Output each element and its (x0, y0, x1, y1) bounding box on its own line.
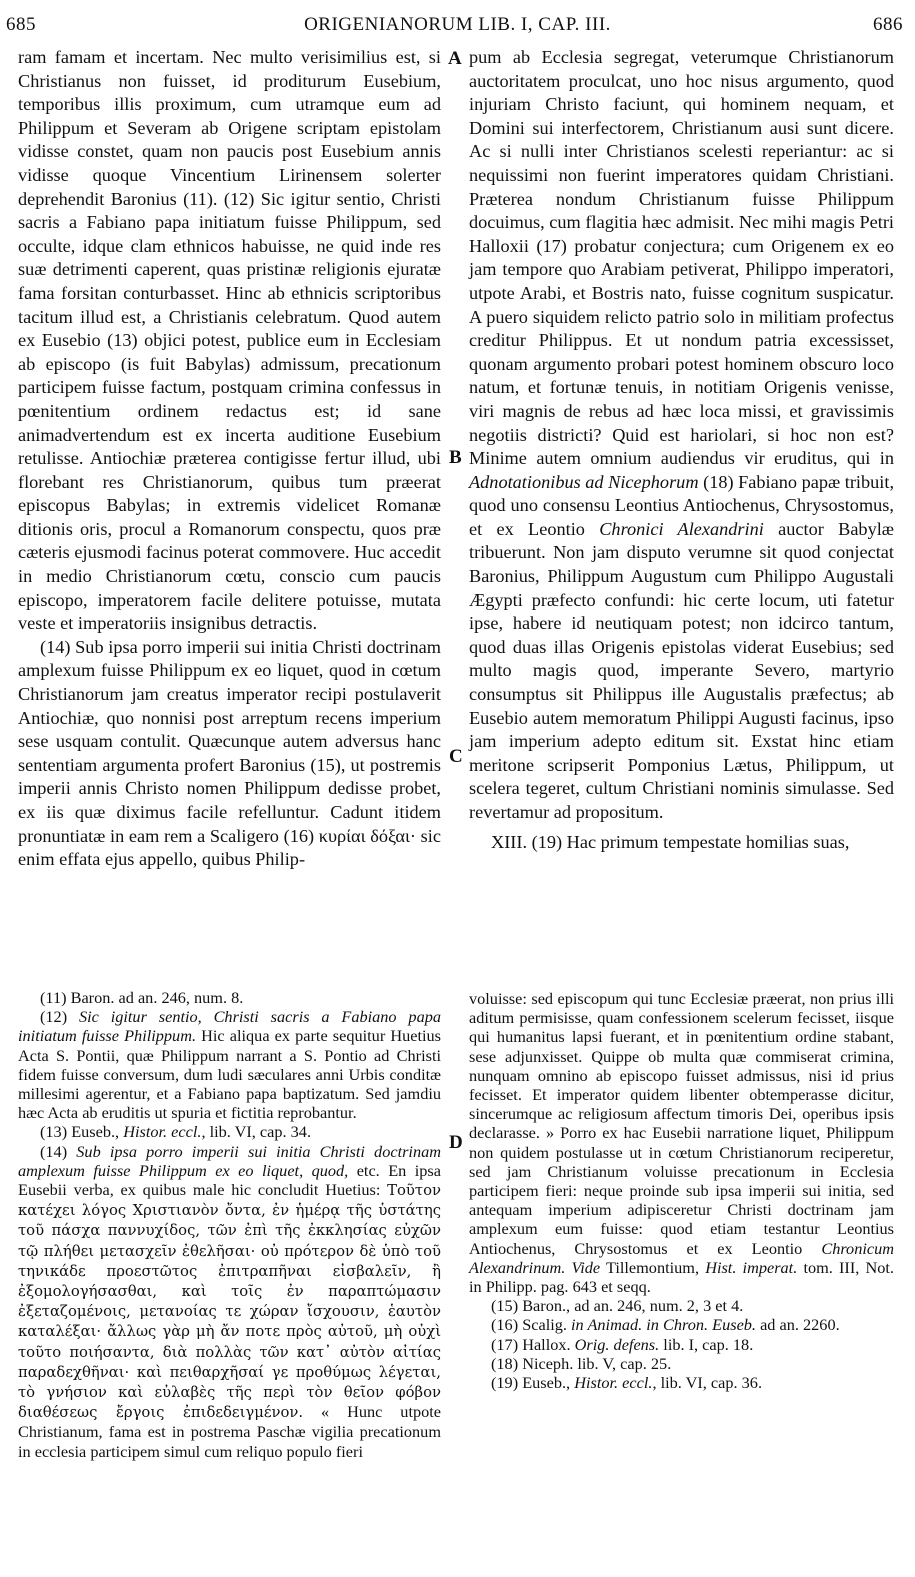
left-footnotes (18, 988, 441, 1461)
page-number-right: 686 (873, 14, 903, 35)
right-paragraph-2: XIII. (19) Hac primum tempestate homilias suas, (491, 831, 850, 852)
right-paragraph-1: pum ab Ecclesia segregat, veterumque Christianorum auctoritatem proculcat, uno hoc nisus argumento, quod injuriam Christo faciunt, qui hominem nequam, et Domini sui interfectorem, Christianum ausi sunt dicere. Ac si nulli inter Christianos scelesti reperiantur: ac si nequissimi non fuerint imperatores quidam Christiani. Præterea nondum Christianum fuisse Philippum docuimus, cum flagitia hæc admisit. Nec mihi magis Petri Halloxii (17) probatur conjectura; cum Origenem ex eo jam tempore quo Arabiam petiverat, Philippo imperatori, utpote Arabi, et Bostris nato, fuisse cognitum suspicatur. A puero siquidem relicto patrio solo in militiam profectus creditur Philippus. Et ut nondum patria excessisset, quonam argumento probari potest hominem obscuro loco natum, et fortunæ tenuis, in notitiam Origenis venisse, viri magnis de rebus ad hæc loca missi, et gravissimis negotiis districti? Quid est hariolari, si hoc non est? Minime autem omnium audiendus vir eruditus, qui in Adnotationibus ad Nicephorum (18) Fabiano papæ tribuit, quod uno consensu Leontius Antiochenus, Chrysostomus, et ex Leontio Chronici Alexandrini auctor Babylæ tribuerunt. Non jam disputo verumne sit quod conjectat Baronius, Philippum Augustum cum Philippo Augustali Ægypti præfecto confundi: hic certe locum, uti fatetur ipse, habere id neutiquam potest; non idcirco tantum, quod duas illas Origenis epistolas viderat Eusebius; sed multo magis quod, imperante Severo, martyrio consumptus sit Philippus ille Augustalis præfectus; ab Eusebio autem memoratum Philippi Augusti facinus, ipso jam imperium adepto editum sit. Exstat hinc etiam meritone scripserit Pomponius Lætus, Philippum, ut scelera tegeret, cultum Christiani nominis simulasse. Sed revertamur ad propositum. (469, 47, 895, 822)
section-marker-d: D (449, 1132, 463, 1153)
footnote-18: (18) Niceph. lib. V, cap. 25. (491, 1353, 672, 1373)
page-header (0, 14, 915, 38)
footnote-12: (12) Sic igitur sentio, Christi sacris a Fabiano papa initiatum fuisse Philippum. Hic aliqua ex parte sequitur Huetius Acta S. Pontii, quæ Philippum narrant a S. Pontio ad Christi fidem fuisse conversum, dum ludi sæculares anni Urbis conditæ millesimi agerentur, et a Fabiano papa baptizatum. Sed jamdiu hæc Acta ab eruditis ut spuria et fictitia reprobantur. (18, 1007, 442, 1123)
footnote-11: (11) Baron. ad an. 246, num. 8. (40, 988, 244, 1007)
footnote-14-continued: voluisse: sed episcopum qui tunc Ecclesiæ præerat, non prius illi aditum permisisse, quam confessionem scelerum fecisset, iisque qui humanitus lapsi fuerant, et in pœnitentium ordine stabant, sese adjunxisset. Quippe ob multa quæ commiserat crimina, nunquam omnino ab episcopo fuisset admissus, nisi id prius fecisset. Et imperator quidem libenter obtemperasse dicitur, sincerumque ac religiosum affectum timoris Dei, operibus ipsis declarasse. » Porro ex hac Eusebii narratione liquet, Philippum non quidem postulasse ut in cœtum Christianorum reciperetur, sed jam Christianum voluisse precationum in Ecclesia participem fieri: neque proinde sub ipsa imperii sui initia, sed antequam imperium adipisceretur Christi doctrinam jam amplexum eum fuisse: quod etiam testantur Leontius Antiochenus, Chrysostomus et ex Leontio Chronicum Alexandrinum. Vide Tillemontium, Hist. imperat. tom. III, Not. in Philipp. pag. 643 et seqq. (469, 989, 894, 1297)
section-marker-b: B (449, 447, 462, 468)
greek-quotation: Τοῦτον κατέχει λόγος Χριστιανὸν ὄντα, ἐν ἡμέρᾳ τῆς ὑστάτης τοῦ πάσχα παννυχίδος, τῶν ἐπὶ τῆς ἐκκλησίας εὐχῶν τῷ πλήθει μετασχεῖν ἐθελῆσαι· οὐ πρότερον δὲ ὑπὸ τοῦ τηνικάδε προεστῶτος ἐπιτραπῆναι εἰσβαλεῖν, ἢ ἐξομολογήσασθαι, καὶ τοῖς ἐν παραπτώμασιν ἐξεταζομένοις, μετανοίας τε χώραν ἴσχουσιν, ἑαυτὸν καταλέξαι· ἄλλως γὰρ μὴ ἄν ποτε πρὸς αὐτοῦ, μὴ οὐχὶ τοῦτο ποιήσαντα, διὰ πολλὰς τῶν κατ᾽ αὐτὸν αἰτίας παραδεχθῆναι· καὶ πειθαρχῆσαί γε προθύμως λέγεται, τὸ γνήσιον καὶ εὐλαβὲς τῆς περὶ τὸν θεῖον φόβον διαθέσεως ἔργοις ἐπιδεδειγμένον. (18, 1182, 441, 1422)
left-paragraph-2: (14) Sub ipsa porro imperii sui initia Christi doctrinam amplexum fuisse Philippum ex eo liquet, quod in cœtum Christianorum jam creatus imperator recipi postulaverit Antiochiæ, quo nonnisi post arreptum recens imperium sese usquam contulit. Quæcunque autem adversus hanc sententiam argumenta profert Baronius (15), ut postremis imperii annis Christo nomen Philippum dedisse probet, ex iis quæ diximus facile refelluntur. Cadunt itidem pronuntiatæ in eam rem a Scaligero (16) κυρίαι δόξαι· sic enim effata ejus appello, quibus Philip- (18, 636, 441, 870)
footnote-16: (16) Scalig. in Animad. in Chron. Euseb. ad an. 2260. (491, 1315, 840, 1335)
footnote-15: (15) Baron., ad an. 246, num. 2, 3 et 4. (491, 1296, 744, 1316)
right-column (469, 46, 894, 854)
section-marker-c: C (449, 746, 463, 767)
section-marker-a: A (448, 48, 462, 69)
footnote-19: (19) Euseb., Histor. eccl., lib. VI, cap. 36. (491, 1373, 763, 1393)
footnote-13: (13) Euseb., Histor. eccl., lib. VI, cap. 34. (40, 1122, 312, 1142)
left-paragraph-1: ram famam et incertam. Nec multo verisimilius est, si Christianus non fuisset, id proditurum Eusebium, temporibus illis proximum, cum utramque eum ad Philippum et Severam ab Origene scriptam epistolam vidisse constet, quam non paucis post Eusebium annis vidisse quoque Vincentium Lirinensem solerter deprehendit Baronius (11). (12) Sic igitur sentio, Christi sacris a Fabiano papa initiatum fuisse Philippum, sed occulte, idque clam ethnicos habuisse, ne quid inde res suæ detrimenti caperent, quas pristinæ religionis ejuratæ fama forsitan conturbasset. Hinc ab ethnicis scriptoribus tacitum illud est, a Christianis celebratum. Quod autem ex Eusebio (13) objici potest, publice eum in Ecclesiam ab episcopo (is fuit Babylas) admissum, precationum participem fuisse factum, postquam crimina confessus in pœnitentium ordinem redactus est; id sane animadvertendum est ex incerta auditione Eusebium retulisse. Antiochiæ præterea contigisse fertur illud, ubi florebant res Christianorum, quibus tum præerat episcopus Babylas; in extremis videlicet Romanæ ditionis oris, procul a Romanorum conspectu, quos præ cæteris ejusmodi facinus poterat commovere. Huc accedit in medio Christianorum cœtu, conscio cum paucis episcopo, imperatorem facile delitere potuisse, mutata veste et imperatoriis insignibus detractis. (18, 47, 441, 634)
right-footnotes (469, 989, 894, 1392)
left-column (18, 46, 441, 872)
page-number-left: 685 (6, 14, 36, 35)
footnote-17: (17) Hallox. Orig. defens. lib. I, cap. 18. (491, 1334, 754, 1354)
footnote-14: (14) Sub ipsa porro imperii sui initia Christi doctrinam amplexum fuisse Philippum ex eo liquet, quod, etc. En ipsa Eusebii verba, ex quibus male hic concludit Huetius: Τοῦτον κατέχει λόγος Χριστιανὸν ὄντα, ἐν ἡμέρᾳ τῆς ὑστάτης τοῦ πάσχα παννυχίδος, τῶν ἐπὶ τῆς ἐκκλησίας εὐχῶν τῷ πλήθει μετασχεῖν ἐθελῆσαι· οὐ πρότερον δὲ ὑπὸ τοῦ τηνικάδε προεστῶτος ἐπιτραπῆναι εἰσβαλεῖν, ἢ ἐξομολογήσασθαι, καὶ τοῖς ἐν παραπτώμασιν ἐξεταζομένοις, μετανοίας τε χώραν ἴσχουσιν, ἑαυτὸν καταλέξαι· ἄλλως γὰρ μὴ ἄν ποτε πρὸς αὐτοῦ, μὴ οὐχὶ τοῦτο ποιήσαντα, διὰ πολλὰς τῶν κατ᾽ αὐτὸν αἰτίας παραδεχθῆναι· καὶ πειθαρχῆσαί γε προθύμως λέγεται, τὸ γνήσιον καὶ εὐλαβὲς τῆς περὶ τὸν θεῖον φόβον διαθέσεως ἔργοις ἐπιδεδειγμένον. « Hunc utpote Christianum, fama est in postrema Paschæ vigilia precationum in ecclesia participem simul cum reliquo populo fieri (18, 1141, 442, 1461)
running-title: ORIGENIANORUM LIB. I, CAP. III. (304, 14, 611, 35)
